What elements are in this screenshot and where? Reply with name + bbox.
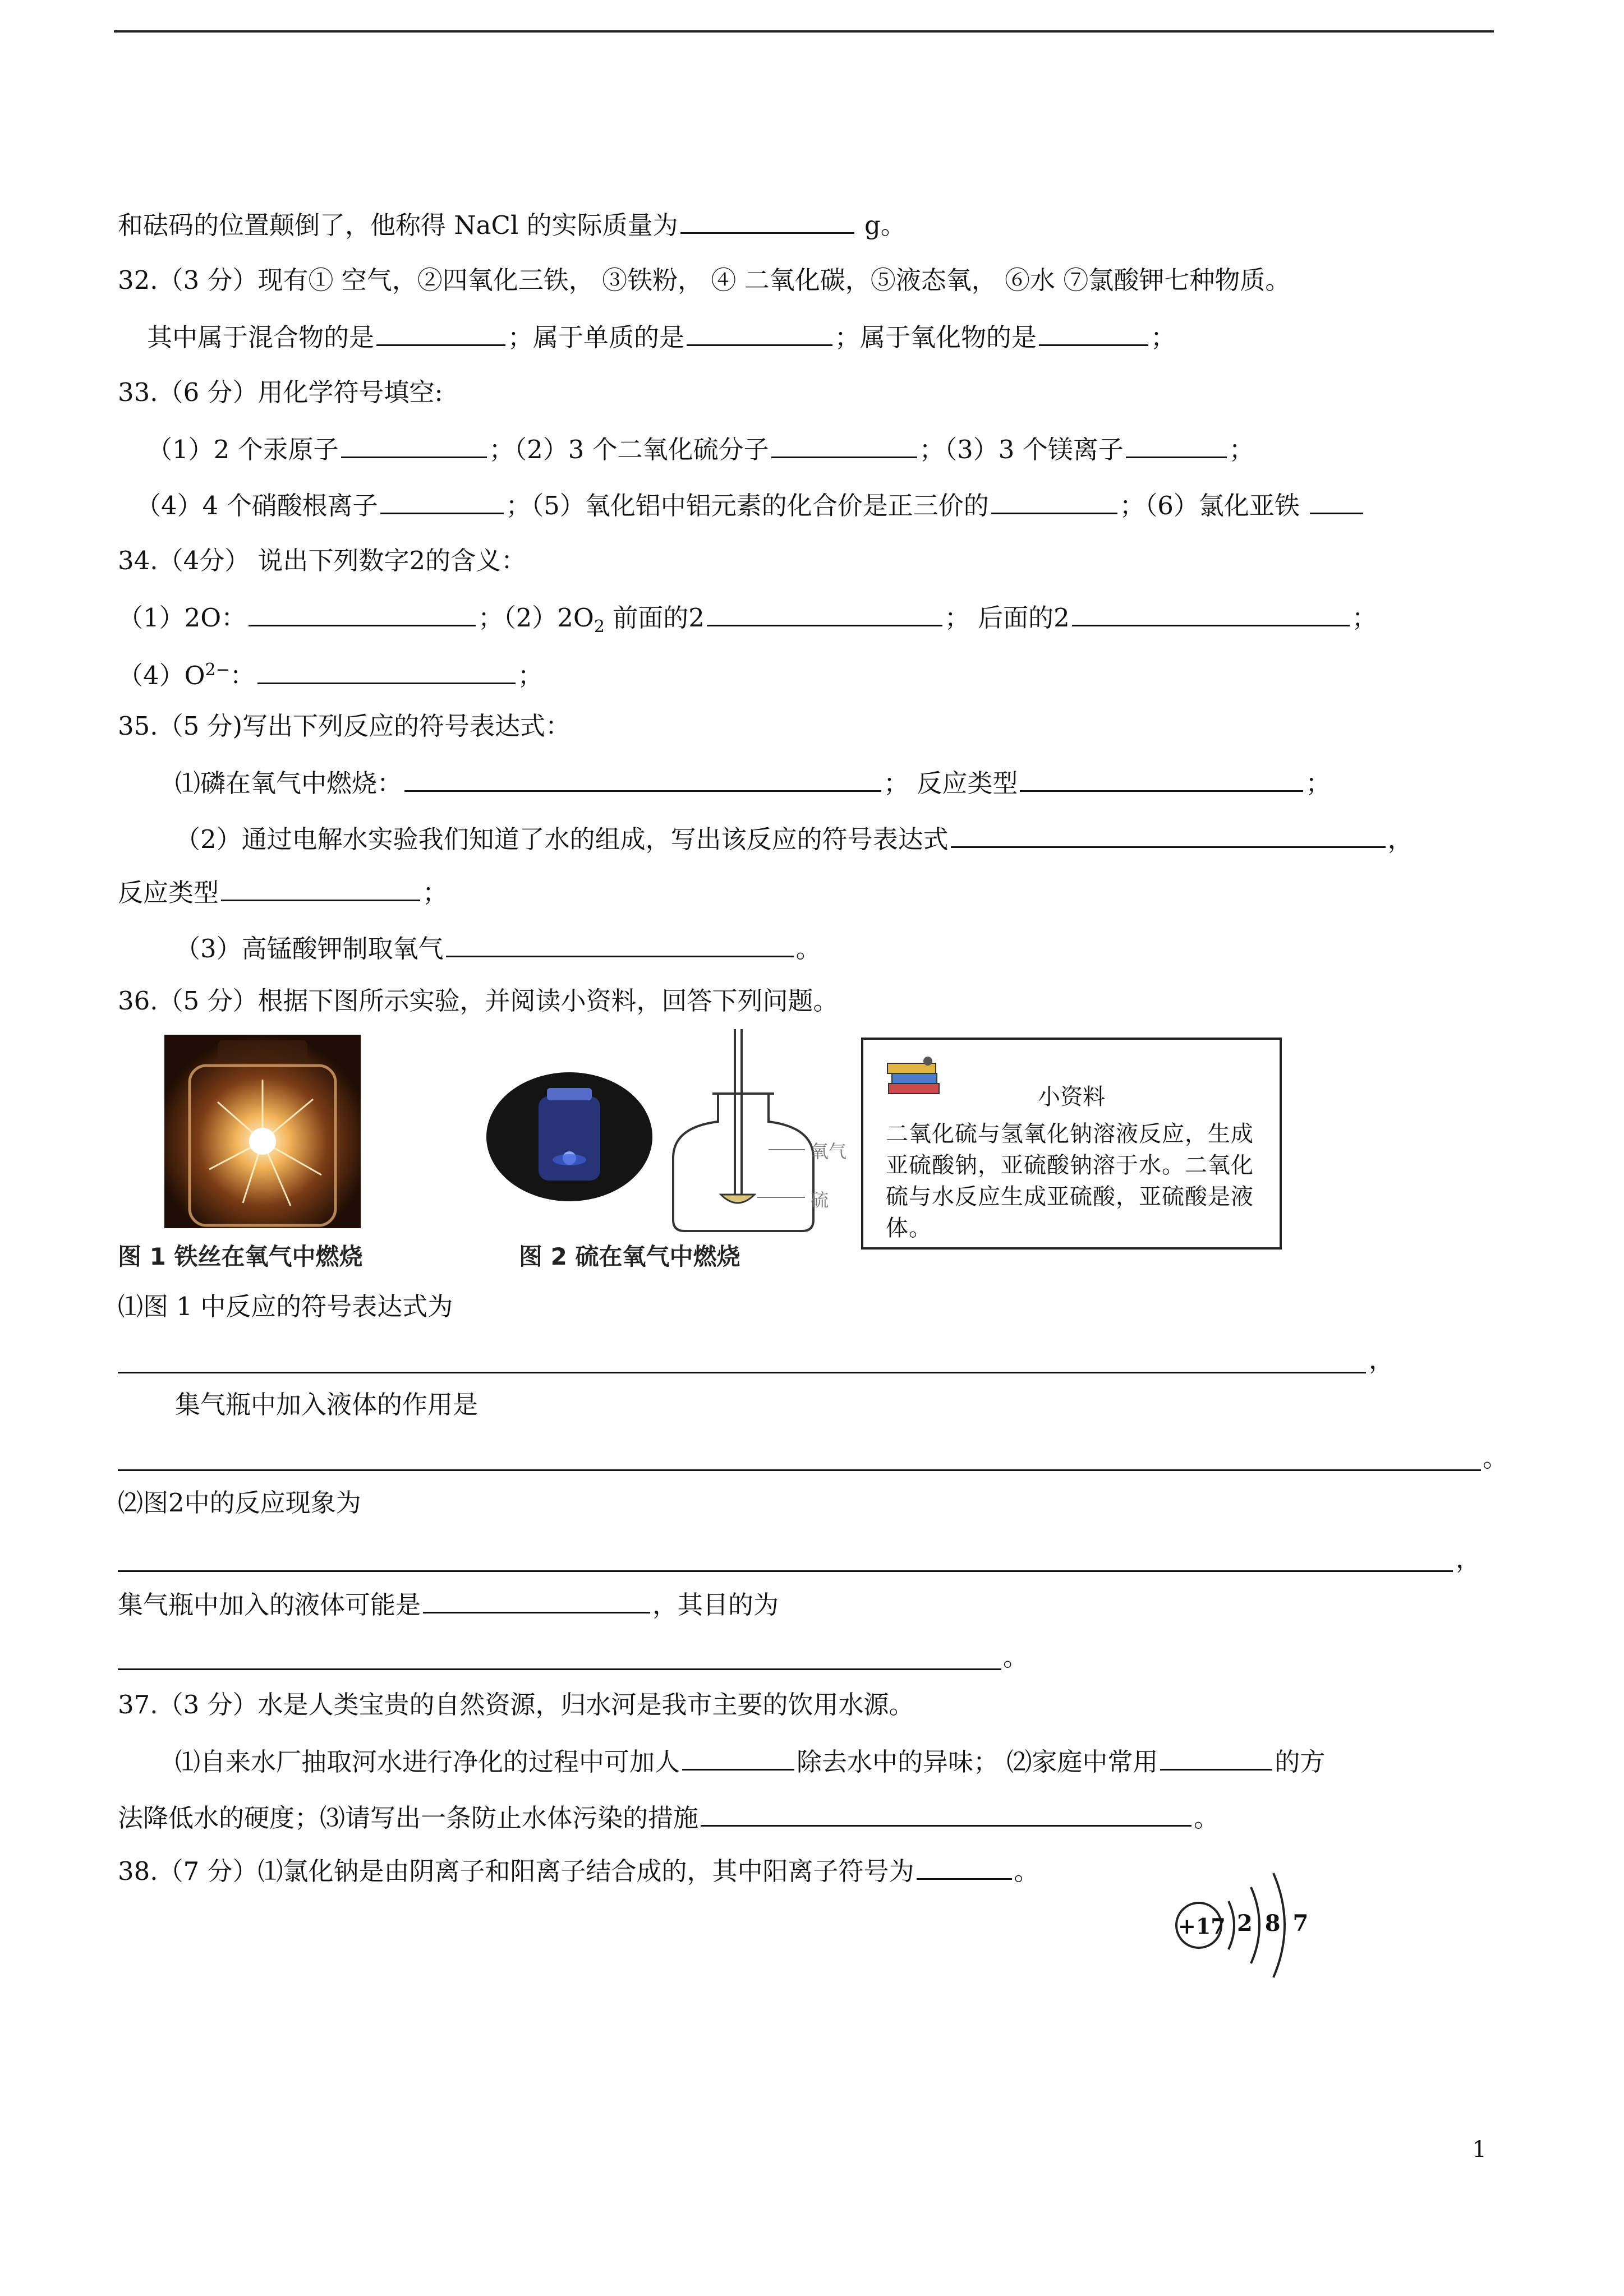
answer-blank[interactable] (423, 1587, 650, 1613)
answer-blank[interactable] (221, 875, 420, 901)
answer-blank[interactable] (991, 488, 1117, 514)
q34-row2: $(4)O^{2-}$： ； (118, 653, 543, 693)
page-number: 1 (1472, 2137, 1487, 2163)
nucleus-charge: +17 (1178, 1914, 1226, 1939)
q35-row1: ⑴磷在氧气中燃烧： ； 反应类型 ； (175, 766, 1331, 800)
q33-stem: 33.（6 分）用化学符号填空: (118, 377, 443, 407)
answer-blank[interactable] (1039, 320, 1148, 346)
q36-sub1b: 集气瓶中加入液体的作用是 (175, 1390, 479, 1419)
answer-blank[interactable] (446, 931, 794, 957)
answer-blank[interactable] (701, 1800, 1191, 1827)
q32-answers: 其中属于混合物的是 ；属于单质的是 ；属于氧化物的是 ； (147, 320, 1176, 354)
q37-row1: ⑴自来水厂抽取河水进行净化的过程中可加人 除去水中的异味； ⑵家庭中常用 的方 (175, 1744, 1325, 1779)
answer-blank[interactable] (1072, 600, 1350, 626)
answer-line[interactable] (118, 1570, 1453, 1572)
q32-stem: 32.（3 分）现有① 空气，②四氧化三铁， ③铁粉， ④ 二氧化碳，⑤液态氧， ⑥水 ⑦氯酸钾七种物质。 (118, 265, 1291, 295)
answer-blank[interactable] (1160, 1744, 1272, 1771)
q36-sub2: ⑵图2中的反应现象为 (118, 1488, 361, 1518)
label-oxygen: 氧气 (811, 1141, 847, 1162)
q35-row3: 反应类型 ； (118, 875, 448, 910)
answer-blank[interactable] (404, 766, 881, 792)
answer-blank[interactable] (380, 488, 504, 514)
header-rule (114, 30, 1494, 33)
fig1-caption: 图 1 铁丝在氧气中燃烧 (118, 1243, 363, 1270)
q33-row1: （1）2 个汞原子 ；（2）3 个二氧化硫分子 ；（3）3 个镁离子 ； (147, 432, 1254, 467)
answer-blank[interactable] (682, 1744, 794, 1771)
answer-blank[interactable] (376, 320, 505, 346)
q38-stem: 38.（7 分）⑴氯化钠是由阴离子和阳离子结合成的，其中阳离子符号为 。 (118, 1854, 1039, 1888)
q34-stem: 34.（4分） 说出下列数字2的含义： (118, 546, 527, 575)
answer-blank[interactable] (707, 600, 942, 626)
fig2-caption: 图 2 硫在氧气中燃烧 (519, 1243, 740, 1270)
q35-stem: 35.（5 分)写出下列反应的符号表达式： (118, 711, 571, 741)
label-sulfur: 硫 (811, 1190, 829, 1211)
answer-blank[interactable] (341, 432, 487, 458)
info-title: 小资料 (1038, 1084, 1105, 1110)
q36-sub2b: 集气瓶中加入的液体可能是 ，其目的为 (118, 1587, 779, 1622)
answer-blank[interactable] (1310, 488, 1363, 514)
answer-blank[interactable] (1020, 766, 1303, 792)
answer-blank[interactable] (249, 600, 476, 626)
q33-row2: （4）4 个硝酸根离子 ；（5）氧化铝中铝元素的化合价是正三价的 ；（6）氯化亚铁 (136, 488, 1365, 523)
answer-line[interactable] (118, 1469, 1481, 1471)
answer-blank[interactable] (917, 1854, 1012, 1880)
info-box (861, 1038, 1282, 1250)
answer-blank[interactable] (687, 320, 832, 346)
answer-blank[interactable] (1126, 432, 1227, 458)
q35-row4: （3）高锰酸钾制取氧气 。 (175, 931, 821, 966)
answer-blank[interactable] (951, 822, 1386, 848)
answer-line[interactable] (118, 1668, 1001, 1670)
q37-stem: 37.（3 分）水是人类宝贵的自然资源，归水河是我市主要的饮用水源。 (118, 1690, 914, 1719)
fig2-photo (485, 1071, 654, 1203)
q34-row1: （1）2O： ；$(2)2O_2$ 前面的2 ； 后面的2 ； (118, 600, 1377, 644)
electron-shells: 2 8 7 (1237, 1910, 1311, 1937)
answer-blank[interactable] (257, 658, 516, 684)
answer-blank[interactable] (771, 432, 917, 458)
info-text: 二氧化硫与氢氧化钠溶液反应，生成亚硫酸钠，亚硫酸钠溶于水。二氧化硫与水反应生成亚硫酸，亚硫酸是液体。 (886, 1121, 1254, 1241)
q36-stem: 36.（5 分）根据下图所示实验，并阅读小资料，回答下列问题。 (118, 986, 839, 1016)
answer-blank[interactable] (680, 208, 854, 234)
q31-line: 和砝码的位置颠倒了，他称得 NaCl 的实际质量为 g。 (118, 208, 906, 242)
q35-row2: （2）通过电解水实验我们知道了水的组成，写出该反应的符号表达式 ， (175, 822, 1413, 856)
fig1-photo (164, 1035, 361, 1228)
q36-sub1: ⑴图 1 中反应的符号表达式为 (118, 1292, 453, 1321)
q37-row2: 法降低水的硬度；⑶请写出一条防止水体污染的措施 。 (118, 1800, 1219, 1835)
answer-line[interactable] (118, 1372, 1366, 1373)
